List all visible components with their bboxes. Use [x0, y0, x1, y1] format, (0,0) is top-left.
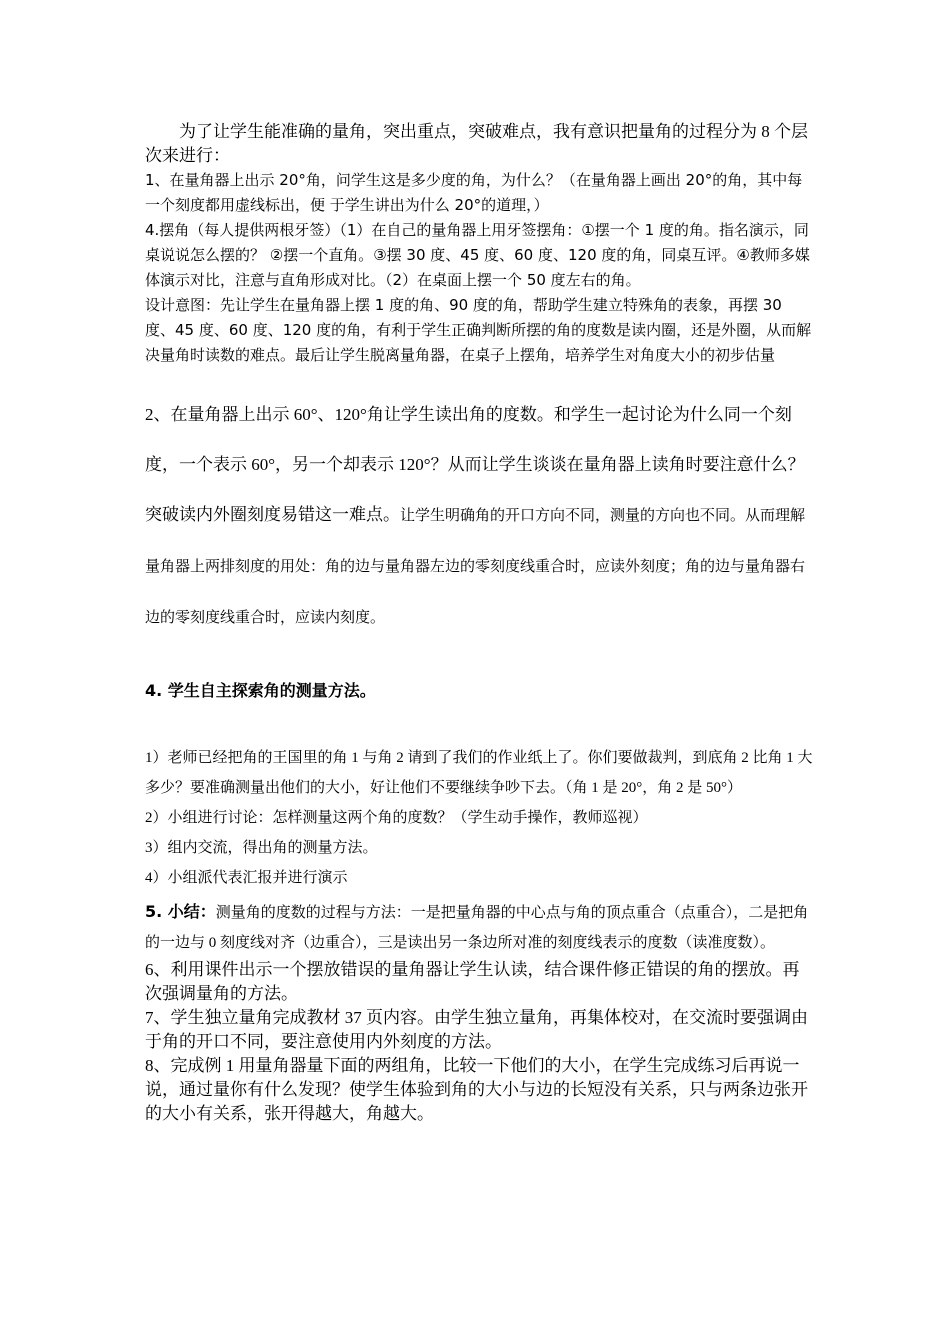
- summary-paragraph: [145, 897, 815, 958]
- item-2-small-text: 让学生明确角的开口方向不同，测量的方向也不同。从而理解量角器上两排刻度的用处：角的边与量角器左边的零刻度线重合时，应读外刻度；角的边与量角器右边的零刻度线重合时，应读内刻度。: [145, 508, 806, 626]
- item-6-paragraph: 6、利用课件出示一个摆放错误的量角器让学生认读，结合课件修正错误的角的摆放。再次强调量角的方法。: [145, 960, 800, 1003]
- item-2-main-text: 2、在量角器上出示 60°、120°角让学生读出角的度数。和学生一起讨论为什么同一个刻度，一个表示 60°，另一个却表示 120°？从而让学生谈谈在量角器上读角时要注意什么？突破读内外圈刻度易错这一难点。: [145, 405, 805, 524]
- list-item-4: 4）小组派代表汇报并进行演示: [145, 870, 348, 886]
- item-7-paragraph: 7、学生独立量角完成教材 37 页内容。由学生独立量角，再集体校对，在交流时要强调由于角的开口不同，要注意使用内外刻度的方法。: [145, 1008, 808, 1051]
- design-intent-paragraph: 设计意图：先让学生在量角器上摆 1 度的角、90 度的角，帮助学生建立特殊角的表象，再摆 30 度、45 度、60 度、120 度的角，有利于学生正确判断所摆的角的度数是读内圈，还是外圈，从而解决量角时读数的难点。最后让学生脱离量角器，在桌子上摆角，培养学生对角度大小的初步估量: [145, 296, 812, 364]
- item-8-paragraph: 8、完成例 1 用量角器量下面的两组角，比较一下他们的大小，在学生完成练习后再说一说，通过量你有什么发现？使学生体验到角的大小与边的长短没有关系，只与两条边张开的大小有关系，张开得越大，角越大。: [145, 1056, 808, 1123]
- summary-label: 5. 小结：: [145, 902, 216, 921]
- item-4-paragraph: 4.摆角（每人提供两根牙签）（1）在自己的量角器上用牙签摆角：①摆一个 1 度的角。指名演示，同桌说说怎么摆的？ ②摆一个直角。③摆 30 度、45 度、60 度、120 度的角，同桌互评。④教师多媒体演示对比，注意与直角形成对比。（2）在桌面上摆一个 50 度左右的角。: [145, 221, 810, 289]
- summary-text: 测量角的度数的过程与方法：一是把量角器的中心点与角的顶点重合（点重合），二是把角的一边与 0 刻度线对齐（边重合），三是读出另一条边所对准的刻度线表示的度数（读准度数）。: [145, 905, 809, 951]
- list-item-1: 1）老师已经把角的王国里的角 1 与角 2 请到了我们的作业纸上了。你们要做裁判，到底角 2 比角 1 大多少？要准确测量出他们的大小，好让他们不要继续争吵下去。（角 1 是 20°，角 2 是 50°）: [145, 750, 813, 796]
- section-heading-4: 4. 学生自主探索角的测量方法。: [145, 681, 376, 700]
- document-page: [145, 120, 815, 1126]
- list-item-2: 2）小组进行讨论：怎样测量这两个角的度数？（学生动手操作，教师巡视）: [145, 810, 648, 826]
- list-item-3: 3）组内交流，得出角的测量方法。: [145, 840, 378, 856]
- intro-paragraph: 为了让学生能准确的量角，突出重点，突破难点，我有意识把量角的过程分为 8 个层次来进行：: [145, 122, 808, 165]
- item-1-paragraph: 1、在量角器上出示 20°角，问学生这是多少度的角，为什么？（在量角器上画出 20°的角，其中每一个刻度都用虚线标出，便 于学生讲出为什么 20°的道理，）: [145, 171, 803, 214]
- item-2-paragraph: [145, 390, 815, 643]
